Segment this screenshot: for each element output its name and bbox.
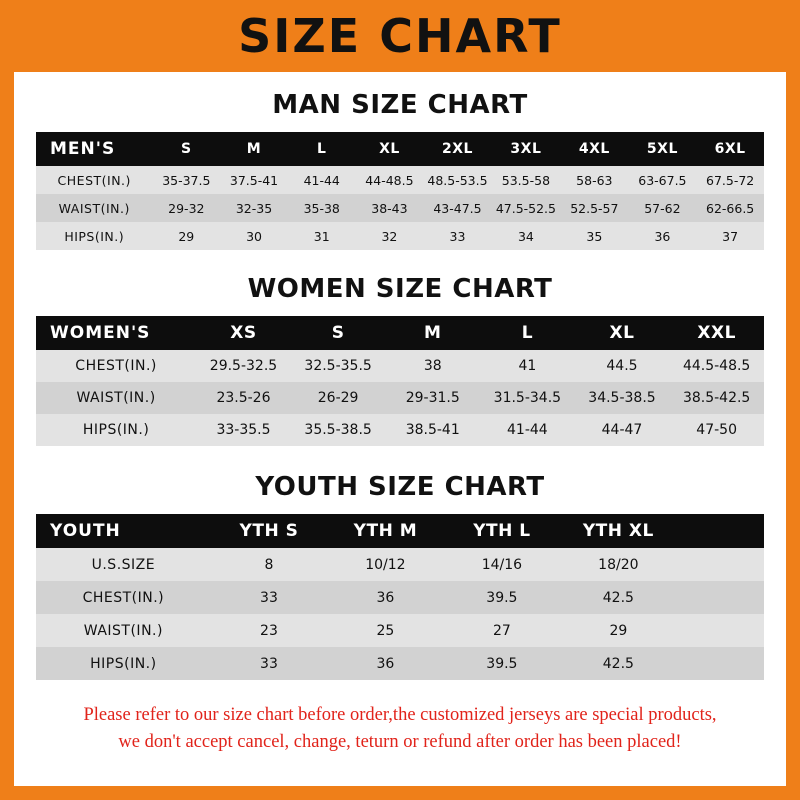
women-size-table <box>36 316 764 446</box>
row-label: U.S.SIZE <box>91 556 156 573</box>
table-cell: 52.5-57 <box>570 200 619 216</box>
women-header-cell: XS <box>230 323 257 343</box>
footer-note-line-2: we don't accept cancel, change, teturn or refund after order has been placed! <box>118 731 682 752</box>
table-row <box>36 548 764 581</box>
table-cell: 53.5-58 <box>501 172 551 188</box>
women-table-header-row <box>36 316 764 350</box>
men-header-cell: M <box>246 141 262 157</box>
table-cell: 35 <box>586 228 603 244</box>
table-cell: 39.5 <box>486 655 518 672</box>
man-size-section <box>14 90 786 250</box>
table-cell: 57-62 <box>644 200 681 216</box>
table-cell: 14/16 <box>481 556 523 573</box>
table-cell: 48.5-53.5 <box>427 172 488 188</box>
table-row <box>36 647 764 680</box>
youth-header-cell: YTH S <box>239 521 299 541</box>
women-header-cell: M <box>424 323 442 343</box>
page-banner <box>0 0 800 72</box>
row-label: HIPS(IN.) <box>82 422 150 438</box>
table-cell: 32-35 <box>235 200 273 216</box>
table-cell: 37 <box>722 228 739 244</box>
men-size-table <box>36 132 764 250</box>
table-cell: 67.5-72 <box>706 172 755 188</box>
women-header-cell: L <box>521 323 534 343</box>
footer-note <box>34 702 766 756</box>
table-cell: 34 <box>517 228 534 244</box>
table-cell: 43-47.5 <box>433 200 482 216</box>
table-cell: 34.5-38.5 <box>588 390 656 406</box>
table-cell: 44.5-48.5 <box>682 358 751 374</box>
table-row <box>36 166 764 194</box>
man-section-title: MAN SIZE CHART <box>272 90 528 120</box>
youth-table-header-row <box>36 514 764 548</box>
table-cell: 44-48.5 <box>365 172 414 188</box>
table-cell: 31 <box>313 228 330 244</box>
table-row <box>36 581 764 614</box>
table-row <box>36 614 764 647</box>
youth-section-title: YOUTH SIZE CHART <box>255 472 545 502</box>
table-cell: 38-43 <box>371 200 408 216</box>
table-cell: 38.5-42.5 <box>682 390 751 406</box>
table-cell: 29 <box>178 228 195 244</box>
men-header-cell: 4XL <box>578 141 610 157</box>
table-cell: 63-67.5 <box>638 172 687 188</box>
men-header-cell: L <box>317 141 327 157</box>
table-cell: 26-29 <box>317 390 359 406</box>
men-header-cell: 3XL <box>510 141 542 157</box>
table-cell: 29 <box>609 622 628 639</box>
table-cell <box>677 548 764 581</box>
table-cell: 37.5-41 <box>229 172 279 188</box>
row-label: WAIST(IN.) <box>76 390 156 406</box>
table-row <box>36 350 764 382</box>
table-cell: 39.5 <box>486 589 518 606</box>
table-cell: 36 <box>376 589 395 606</box>
men-header-cell: 2XL <box>442 141 473 157</box>
row-label: CHEST(IN.) <box>75 358 157 374</box>
youth-header-cell: YTH XL <box>582 521 654 541</box>
men-header-cell: 5XL <box>646 141 678 157</box>
youth-header-cell: YOUTH <box>50 521 121 541</box>
women-section-title: WOMEN SIZE CHART <box>247 274 553 304</box>
men-header-cell: MEN'S <box>50 139 116 159</box>
table-cell: 29.5-32.5 <box>209 358 278 374</box>
men-table-header-row <box>36 132 764 166</box>
table-row <box>36 414 764 446</box>
row-label: WAIST(IN.) <box>83 622 163 639</box>
table-cell: 10/12 <box>365 556 406 573</box>
table-cell: 32.5-35.5 <box>304 358 372 374</box>
row-label: CHEST(IN.) <box>82 589 165 606</box>
table-cell: 42.5 <box>602 655 634 672</box>
table-cell: 18/20 <box>598 556 639 573</box>
table-cell: 41 <box>518 358 537 374</box>
table-cell: 41-44 <box>303 172 340 188</box>
table-cell: 36 <box>376 655 395 672</box>
youth-size-section <box>14 472 786 680</box>
table-cell: 23.5-26 <box>216 390 271 406</box>
table-cell: 44.5 <box>606 358 638 374</box>
table-cell: 27 <box>492 622 511 639</box>
table-cell: 35-37.5 <box>162 172 211 188</box>
men-header-cell: S <box>181 141 192 157</box>
table-cell: 33 <box>260 655 278 672</box>
table-cell <box>677 614 764 647</box>
women-header-cell: WOMEN'S <box>50 323 151 343</box>
table-cell: 25 <box>376 622 395 639</box>
youth-header-cell: YTH M <box>353 521 418 541</box>
men-header-cell: XL <box>379 141 400 157</box>
bottom-accent-bar <box>0 786 800 800</box>
table-cell: 29-31.5 <box>405 390 460 406</box>
table-cell <box>677 647 764 680</box>
men-header-cell: 6XL <box>714 141 746 157</box>
youth-size-table <box>36 514 764 680</box>
table-cell: 33 <box>260 589 278 606</box>
table-cell: 8 <box>264 556 274 573</box>
table-row <box>36 222 764 250</box>
table-cell: 31.5-34.5 <box>493 390 562 406</box>
table-cell: 47.5-52.5 <box>495 200 556 216</box>
row-label: HIPS(IN.) <box>90 655 157 672</box>
table-cell: 23 <box>260 622 278 639</box>
women-header-cell: XL <box>609 323 635 343</box>
row-label: CHEST(IN.) <box>57 172 131 188</box>
women-size-section <box>14 274 786 446</box>
page-title: SIZE CHART <box>238 9 562 63</box>
table-cell: 58-63 <box>576 172 613 188</box>
table-cell: 29-32 <box>168 200 205 216</box>
table-cell <box>677 581 764 614</box>
table-cell: 47-50 <box>696 422 737 438</box>
table-cell: 38.5-41 <box>405 422 460 438</box>
table-cell: 62-66.5 <box>706 200 755 216</box>
table-cell: 41-44 <box>507 422 548 438</box>
youth-header-cell <box>677 514 764 548</box>
row-label: WAIST(IN.) <box>58 200 130 216</box>
youth-header-cell: YTH L <box>473 521 531 541</box>
row-label: HIPS(IN.) <box>64 228 125 244</box>
footer-note-line-1: Please refer to our size chart before order,the customized jerseys are special products, <box>83 705 717 725</box>
women-header-cell: S <box>331 323 345 343</box>
table-cell: 36 <box>654 228 671 244</box>
table-cell: 30 <box>246 228 262 244</box>
table-cell: 44-47 <box>601 422 643 438</box>
table-cell: 33 <box>449 228 466 244</box>
table-cell: 33-35.5 <box>216 422 271 438</box>
table-row <box>36 382 764 414</box>
table-cell: 32 <box>381 228 398 244</box>
table-cell: 35-38 <box>303 200 340 216</box>
table-row <box>36 194 764 222</box>
women-header-cell: XXL <box>697 323 736 343</box>
table-cell: 35.5-38.5 <box>304 422 372 438</box>
table-cell: 38 <box>423 358 442 374</box>
table-cell: 42.5 <box>602 589 634 606</box>
